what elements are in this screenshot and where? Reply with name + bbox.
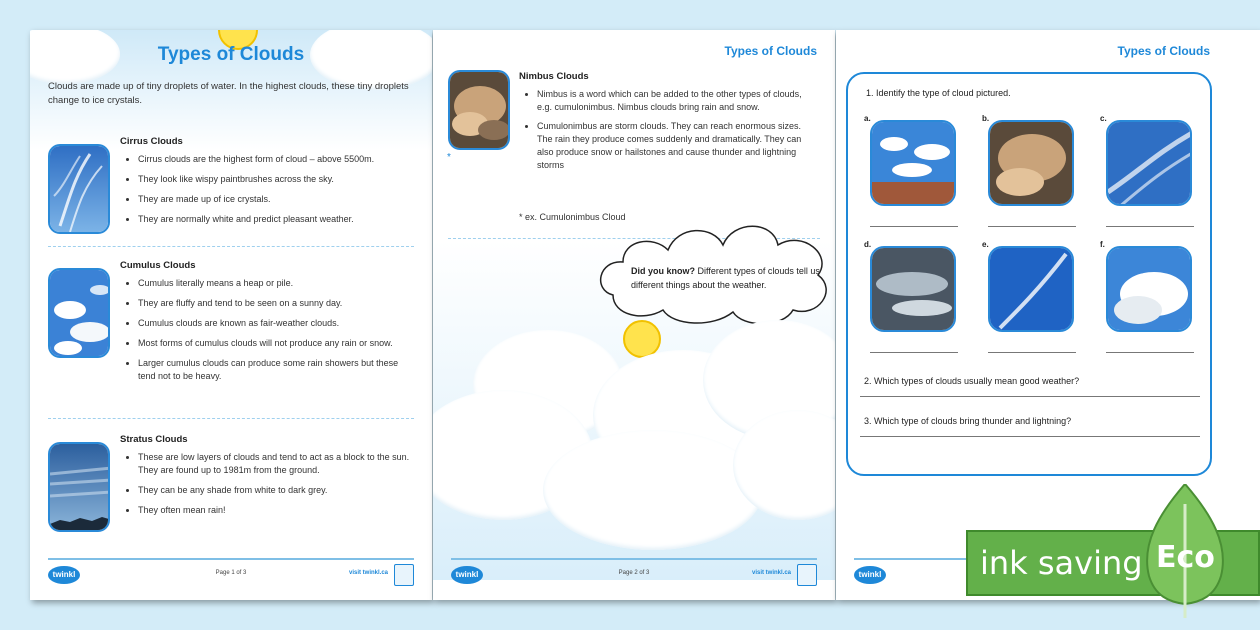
- twinkl-logo: twinkl: [451, 566, 483, 584]
- option-letter: f.: [1100, 240, 1105, 249]
- page-number: Page 2 of 3: [618, 570, 650, 576]
- cloud-photo-e: [988, 246, 1074, 332]
- list-item: • Cirrus clouds are the highest form of cloud – above 5500m.: [138, 153, 418, 166]
- bullet-list: [527, 88, 817, 178]
- list-item: • Nimbus is a word which can be added to the other types of clouds, e.g. cumulonimbus. Nimbus clouds bring rain and snow.: [537, 88, 817, 114]
- intro-text: Clouds are made up of tiny droplets of water. In the highest clouds, these tiny droplets change to ice crystals.: [48, 81, 409, 106]
- cirrus-section: [48, 136, 416, 244]
- question-box: [846, 72, 1212, 476]
- bullet-list: [128, 277, 418, 390]
- quality-badge-icon: [797, 564, 817, 586]
- visit-link[interactable]: visit twinkl.ca: [751, 570, 791, 576]
- did-you-know-body: Different types of clouds tell us different things about the weather.: [631, 266, 820, 290]
- page-number: Page 1 of 3: [215, 570, 247, 576]
- section-title: Cumulus Clouds: [120, 260, 196, 271]
- option-letter: c.: [1100, 114, 1107, 123]
- option-letter: b.: [982, 114, 990, 123]
- option-letter: e.: [982, 240, 989, 249]
- visit-link[interactable]: visit twinkl.ca: [348, 570, 388, 576]
- list-item: • They can be any shade from white to dark grey.: [138, 484, 418, 497]
- cloud-decoration: [543, 430, 763, 550]
- did-you-know-text: [631, 264, 821, 292]
- twinkl-logo: twinkl: [48, 566, 80, 584]
- asterisk-marker: *: [447, 152, 451, 163]
- section-divider: [48, 246, 414, 247]
- eco-tag: Eco: [1156, 540, 1215, 575]
- list-item: • They are normally white and predict pleasant weather.: [138, 213, 418, 226]
- section-title: Cirrus Clouds: [120, 136, 183, 147]
- cloud-photo-b: [988, 120, 1074, 206]
- worksheet-page-2: [433, 30, 835, 600]
- list-item: • Cumulonimbus are storm clouds. They can reach enormous sizes. The rain they produce comes suddenly and dramatically. They can also produce snow or hailstones and cause thunder and lightning storms: [537, 120, 817, 172]
- page-title: Types of Clouds: [157, 44, 305, 65]
- answer-line[interactable]: [860, 436, 1200, 437]
- answer-line[interactable]: [870, 352, 958, 353]
- section-title: Stratus Clouds: [120, 434, 188, 445]
- option-letter: a.: [864, 114, 871, 123]
- page-footer: [451, 558, 817, 586]
- stratus-cloud-photo: [48, 442, 110, 532]
- option-letter: d.: [864, 240, 872, 249]
- answer-line[interactable]: [860, 396, 1200, 397]
- stratus-section: [48, 434, 416, 544]
- answer-line[interactable]: [988, 226, 1076, 227]
- did-you-know-label: Did you know?: [631, 266, 695, 276]
- cirrus-cloud-photo: [48, 144, 110, 234]
- list-item: • They often mean rain!: [138, 504, 418, 517]
- cloud-photo-c: [1106, 120, 1192, 206]
- twinkl-logo: twinkl: [854, 566, 886, 584]
- page-header-title: Types of Clouds: [724, 44, 817, 58]
- section-title: Nimbus Clouds: [519, 71, 589, 82]
- list-item: • Cumulus clouds are known as fair-weather clouds.: [138, 317, 418, 330]
- cloud-photo-d: [870, 246, 956, 332]
- answer-line[interactable]: [870, 226, 958, 227]
- answer-line[interactable]: [988, 352, 1076, 353]
- answer-line[interactable]: [1106, 352, 1194, 353]
- list-item: • They are fluffy and tend to be seen on a sunny day.: [138, 297, 418, 310]
- page-header-title: Types of Clouds: [1117, 44, 1210, 58]
- quality-badge-icon: [394, 564, 414, 586]
- ink-saving-label: ink saving: [980, 544, 1143, 582]
- question-1: 1. Identify the type of cloud pictured.: [866, 88, 1011, 98]
- section-divider: [48, 418, 414, 419]
- list-item: • Larger cumulus clouds can produce some rain showers but these tend not to be heavy.: [138, 357, 418, 383]
- list-item: • Most forms of cumulus clouds will not produce any rain or snow.: [138, 337, 418, 350]
- answer-line[interactable]: [1106, 226, 1194, 227]
- list-item: • Cumulus literally means a heap or pile.: [138, 277, 418, 290]
- list-item: • They are made up of ice crystals.: [138, 193, 418, 206]
- cumulonimbus-cloud-photo: [448, 70, 510, 150]
- cloud-photo-f: [1106, 246, 1192, 332]
- question-3: 3. Which type of clouds bring thunder and lightning?: [864, 416, 1072, 426]
- example-caption: * ex. Cumulonimbus Cloud: [519, 212, 626, 222]
- cloud-photo-a: [870, 120, 956, 206]
- page-footer: [48, 558, 414, 586]
- worksheet-page-1: [30, 30, 432, 600]
- cumulus-section: [48, 260, 416, 420]
- list-item: • These are low layers of clouds and tend to act as a block to the sun. They are found up to 1981m from the ground.: [138, 451, 418, 477]
- list-item: • They look like wispy paintbrushes across the sky.: [138, 173, 418, 186]
- cumulus-cloud-photo: [48, 268, 110, 358]
- bullet-list: [128, 451, 418, 524]
- bullet-list: [128, 153, 418, 233]
- question-2: 2. Which types of clouds usually mean good weather?: [864, 376, 1080, 386]
